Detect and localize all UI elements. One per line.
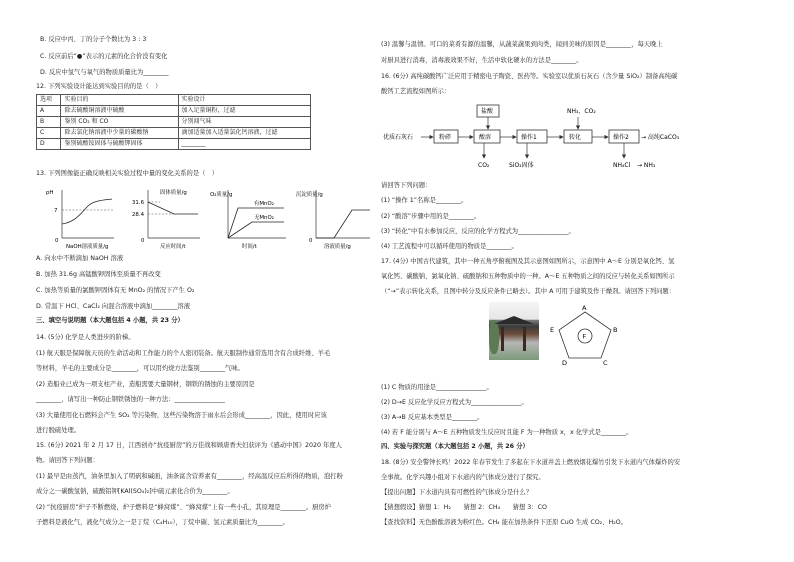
graph-tick: 0 <box>309 238 313 244</box>
question-16-cont: 酸钙工艺流程如图所示： <box>381 88 451 95</box>
graph-tick: 0 <box>55 238 59 244</box>
q13-option-c: C. 加热等质量的氯酸钾固体有无 MnO₂ 的情况下产生 O₂ <box>36 287 195 294</box>
question-17-cont: 氧化钙、碳酸钠、氯氧化钠、硫酸钠和五种物质中的一种。A～E 五种物质之间的反应与转化关系如图所示 <box>381 273 675 280</box>
graph-xlabel: 反应时间/t <box>160 244 186 250</box>
question-13: 13. 下列图像能正确反映相关实验过程中量的变化关系的是（ ） <box>36 170 219 177</box>
flow-step: 操作1 <box>521 134 537 141</box>
curve <box>62 199 112 224</box>
table-cell: 除去硫酸铜溶液中硫酸 <box>61 106 178 117</box>
flow-input: 优质石灰石 <box>383 134 414 141</box>
graph-xlabel: 溶液质量/g <box>324 244 351 250</box>
graph-b <box>124 186 204 250</box>
table-cell: 滴加适量加入适量氯化钙溶液，过滤 <box>178 128 311 139</box>
flow-reagent: 盐酸 <box>481 108 494 115</box>
table-row <box>37 117 311 128</box>
q16-part-4: (4) 工艺流程中可以循环使用的物质是________。 <box>381 243 518 250</box>
graph-tick: 7 <box>54 208 58 214</box>
graph-xlabel: 时间/t <box>242 244 257 250</box>
graph-ylabel: O₂质量/g <box>210 192 233 198</box>
section-3-heading: 三、填空与说明题（本大题包括 4 小题，共 23 分） <box>36 317 184 324</box>
table-header: 选项 <box>37 95 61 106</box>
curve <box>316 210 370 238</box>
curve <box>148 202 198 214</box>
q15-part-2-cont: 子燃料是液化气，液化气成分之一是丁烷（C₄H₁₀），丁烷中碳、氢元素质量比为________。 <box>36 519 289 526</box>
question-15-cont: 物。请回答下列问题： <box>36 457 99 464</box>
graph-c <box>208 186 290 250</box>
question-18-cont: 全事故。化学兴趣小组对下水道内的气体成分进行了探究。 <box>381 474 545 481</box>
q15-part-3-cont: 对厨具进行消毒，消毒液效果不好，生活中软化硬水的方法是________。 <box>381 57 583 64</box>
table-cell: 分别闻气味 <box>178 117 311 128</box>
graph-ylabel: 沉淀质量/g <box>296 192 323 198</box>
table-header: 实验目的 <box>61 95 178 106</box>
graph-d <box>294 186 374 250</box>
table-cell: B <box>37 117 61 128</box>
graph-tick: 28.4 <box>132 212 145 218</box>
curve-without-mno2 <box>228 222 284 238</box>
flow-step: 酸溶 <box>479 134 492 141</box>
pentagon-diagram <box>547 304 623 366</box>
graph-ylabel: 固体质量/g <box>160 190 187 196</box>
table-row <box>37 106 311 117</box>
question-15: 15. (6分) 2021 年 2 月 17 日，江西创办“抗疫厨房”的万佳战和顾唐香夫妇获评为《感动中国》2020 年度人 <box>36 442 342 449</box>
flow-output-nh3: → NH₃ <box>637 162 656 169</box>
flow-output-co2: CO₂ <box>478 162 490 169</box>
q16-part-2: (2) “酸溶”步骤中用的是________。 <box>381 213 481 220</box>
q18-hypothesis: 【猜想假设】猜想 1：H₂ 猜想 2：CH₄ 猜想 3：CO <box>381 504 547 511</box>
question-14: 14. (5分) 化学是人类进步的阶梯。 <box>36 334 135 341</box>
flow-product: → 高纯CaCO₃ <box>641 134 680 141</box>
flow-output-nh4cl: NH₄Cl <box>613 162 631 169</box>
graph-xlabel: NaOH溶液质量/g <box>66 244 109 250</box>
node-label: D <box>562 359 568 366</box>
flow-output-sio2: SiO₂固体 <box>509 162 534 169</box>
table-cell: D <box>37 139 61 150</box>
table-cell: 加入足量铜粉，过滤 <box>178 106 311 117</box>
process-flow-diagram <box>381 102 761 176</box>
q13-option-b: B. 加热 31.6g 高锰酸钾固体至质量不再改变 <box>36 271 161 278</box>
q14-part-3: (3) 大量使用化石燃料会产生 SO₂ 等污染物，这些污染物溶于雨水后会形成________，因此，使用时应该 <box>36 412 327 419</box>
option-d: D. 反应中氢气与氧气的物质质量比为________ <box>40 69 169 76</box>
table-header-row <box>37 95 311 106</box>
q14-part-1-cont: 等材料，羊毛的主要成分是________，可以用灼烧方法鉴别________气味。 <box>36 365 244 372</box>
question-17-cont-2: （“→”表示转化关系，且图中转分及反应条件已略去）。其中 A 可用于建筑及作干燥剂。请回答下列问题： <box>381 288 676 295</box>
q17-part-1: (1) C 物质的用途是________________。 <box>381 384 493 391</box>
table-cell: 除去氯化钠溶液中少量的碳酸钠 <box>61 128 178 139</box>
q16-part-3: (3) “转化”中有水参加反应，反应的化学方程式为________________。 <box>381 228 575 235</box>
q13-option-a: A. 向水中不断滴加 NaOH 溶液 <box>36 255 124 262</box>
table-header: 实验设计 <box>178 95 311 106</box>
question-17: 17. (4分) 中国古代建筑，其中一种五角亭俯视图及其示意图如图所示，示意图中 A～E 分别是氧化钙、氢 <box>381 258 675 265</box>
table-row <box>37 139 311 150</box>
flow-step: 粉碎 <box>439 134 452 141</box>
q14-part-1: (1) 航天服是保障航天员的生命活动和工作能力的个人密闭装备。航天服制作通常选用含有合成纤维、羊毛 <box>36 350 331 357</box>
graph-legend: 有MnO₂ <box>254 201 274 207</box>
q16-part-1: (1) “操作 1”名称是________。 <box>381 197 468 204</box>
q17-part-4: (4) 若 F 能分别与 A～E 五种物质发生反应时且能 F 为一种物质 x，x 化学式是________。 <box>381 429 633 436</box>
q14-part-2: (2) 造船业已成为一项支柱产业，造船需要大量钢材，钢铁的锈蚀的主要原因是 <box>36 381 255 388</box>
curve-with-mno2 <box>228 208 284 238</box>
q15-part-1: (1) 最早是由蒸汽，油条里加入了明矾和碱面，油条富含营养素有________，经高温反应后所得的物质，泡打粉 <box>36 473 343 480</box>
question-18: 18. (8分) 安全警钟长鸣！2022 年春节发生了多起在下水道井盖上燃放烟花爆竹引发下水道内气体爆炸的安 <box>381 459 681 466</box>
question-12: 12. 下列实验设计能达到实验目的的是（ ） <box>36 83 162 90</box>
section-4-heading: 四、实验与探究题（本大题包括 2 小题，共 26 分） <box>381 443 529 450</box>
q13-option-d: D. 常温下 HCl、CaCl₂ 向混合溶液中滴加________溶液 <box>36 303 191 310</box>
table-cell: 鉴别硫酸铵固体与硫酸钾固体 <box>61 139 178 150</box>
node-label: E <box>550 326 555 334</box>
table-cell: A <box>37 106 61 117</box>
flow-reagent: NH₃、CO₂ <box>567 108 596 115</box>
option-c: C. 反应前后“●”表示的元素的化合价没有变化 <box>40 53 168 60</box>
graph-legend: 无MnO₂ <box>254 215 274 221</box>
node-label: C <box>603 359 608 366</box>
table-cell: 鉴别 CO₂ 和 CO <box>61 117 178 128</box>
q18-question: 【提出问题】下水道内具有可燃性的气体成分是什么？ <box>381 489 533 496</box>
node-label: A <box>582 304 587 312</box>
flow-step: 操作2 <box>613 134 629 141</box>
q15-part-1-cont: 成分之一碳酸氢钠，硫酸铝钾[KAl(SO₄)₂]中硫元素化合价为________。 <box>36 488 234 495</box>
graph-tick: 31.6 <box>132 200 145 206</box>
q14-part-2-cont: ________，请写出一种防止钢铁锈蚀的一种方法：________________ <box>36 396 225 403</box>
pavilion-photo <box>489 302 539 360</box>
q16-prompt: 请回答下列问题： <box>381 182 432 189</box>
question-16: 16. (6分) 高纯碳酸钙广泛应用于精密电子陶瓷、医药等。实验室以优质石灰石（含少量 SiO₂）制备高纯碳 <box>381 73 678 80</box>
table-cell: ________ <box>178 139 311 150</box>
q15-part-2: (2) “抗疫厨房”炉子不断燃烧，炉子燃料是“蜂窝煤”、“蜂窝煤”上有一些小孔，其原理是________。厨房炉 <box>36 504 331 511</box>
q17-part-2: (2) D→E 反应化学反应方程式为________________。 <box>381 399 528 406</box>
flow-step: 转化 <box>569 134 582 141</box>
experiment-table <box>36 94 311 150</box>
q17-part-3: (3) A→B 反应基本类型是________。 <box>381 414 484 421</box>
node-label: F <box>582 332 587 341</box>
q15-part-3: (3) 温馨与温情。可口的菜肴有源的温馨，从蔬菜蔬果到肉类，闻到美味的原因是________，每天晚上 <box>381 41 663 48</box>
q18-references: 【查找资料】无色酚酞溶液为粉红色。CH₄ 能在加热条件下还原 CuO 生成 CO₂、H₂O。 <box>381 519 628 526</box>
option-b: B. 反应中丙、丁的分子个数比为 3 : 3 <box>40 36 147 43</box>
table-cell: C <box>37 128 61 139</box>
node-label: B <box>613 326 618 334</box>
q14-part-3-cont: 进行脱硫处理。 <box>36 427 81 434</box>
graph-a <box>40 186 118 250</box>
graph-tick: 0 <box>141 238 145 244</box>
graph-ylabel: pH <box>46 190 54 196</box>
table-row <box>37 128 311 139</box>
